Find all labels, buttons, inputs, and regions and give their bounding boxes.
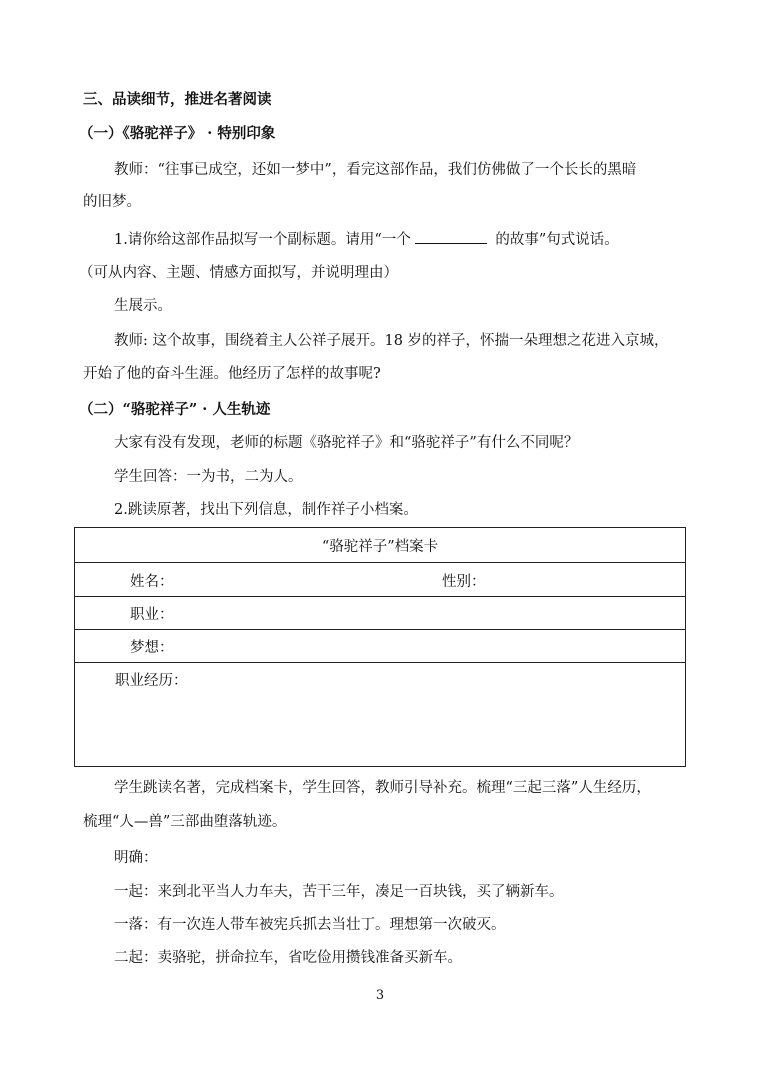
teacher2-line-2: 开始了他的奋斗生涯。他经历了怎样的故事呢? — [83, 366, 381, 382]
card-title: “骆驼祥子”档案卡 — [321, 538, 439, 555]
name-gender-cell — [75, 563, 686, 597]
job-label: 职业： — [130, 606, 174, 623]
question-text: 大家有没有发现，老师的标题《骆驼祥子》和“骆驼祥子”有什么不同呢？ — [114, 435, 579, 451]
question-1-note: （可从内容、主题、情感方面拟写，并说明理由） — [79, 265, 398, 281]
section-heading: 三、品读细节，推进名著阅读 — [83, 91, 272, 108]
clarify-label: 明确： — [114, 850, 158, 866]
question-1-prefix: 1.请你给这部作品拟写一个副标题。请用“一个 — [114, 232, 411, 248]
dream-label: 梦想： — [130, 639, 174, 656]
teacher-paragraph-line-2: 的旧梦。 — [83, 194, 141, 210]
rise-2: 二起：卖骆驼，拼命拉车，省吃俭用攒钱准备买新车。 — [114, 950, 462, 966]
teacher-paragraph-line-1: 教师：“往事已成空，还如一梦中”，看完这部作品，我们仿佛做了一个长长的黑暗 — [114, 162, 637, 178]
after-paragraph-line-1: 学生跳读名著，完成档案卡，学生回答，教师引导补充。梳理“三起三落”人生经历， — [114, 780, 651, 796]
gender-label: 性别： — [442, 574, 486, 590]
profile-card-table — [74, 527, 686, 767]
dream-cell — [75, 630, 686, 663]
history-label: 职业经历： — [115, 673, 188, 689]
question-1-suffix: 的故事”句式说话。 — [490, 232, 619, 248]
student-answer: 学生回答：一为书，二为人。 — [114, 469, 303, 485]
rise-1: 一起：来到北平当人力车夫，苦干三年，凑足一百块钱，买了辆新车。 — [114, 884, 564, 900]
after-paragraph-line-2: 梳理“人—兽”三部曲堕落轨迹。 — [83, 814, 287, 830]
question-1 — [114, 229, 619, 250]
job-cell — [75, 597, 686, 630]
subsection-title-2: （二）“骆驼祥子” · 人生轨迹 — [79, 401, 271, 418]
teacher2-line-1: 教师: 这个故事，围绕着主人公祥子展开。18 岁的祥子，怀揣一朵理想之花进入京城， — [114, 333, 669, 349]
card-title-cell — [75, 528, 686, 563]
history-cell — [75, 663, 686, 767]
question-2: 2.跳读原著，找出下列信息，制作祥子小档案。 — [114, 502, 418, 518]
answer-blank[interactable] — [415, 229, 487, 244]
page-number: 3 — [375, 988, 385, 1003]
name-label: 姓名： — [130, 574, 174, 590]
student-show: 生展示。 — [114, 298, 172, 314]
subsection-title-1: （一）《骆驼祥子》 · 特别印象 — [79, 125, 276, 142]
fall-1: 一落：有一次连人带车被宪兵抓去当壮丁。理想第一次破灭。 — [114, 917, 506, 933]
